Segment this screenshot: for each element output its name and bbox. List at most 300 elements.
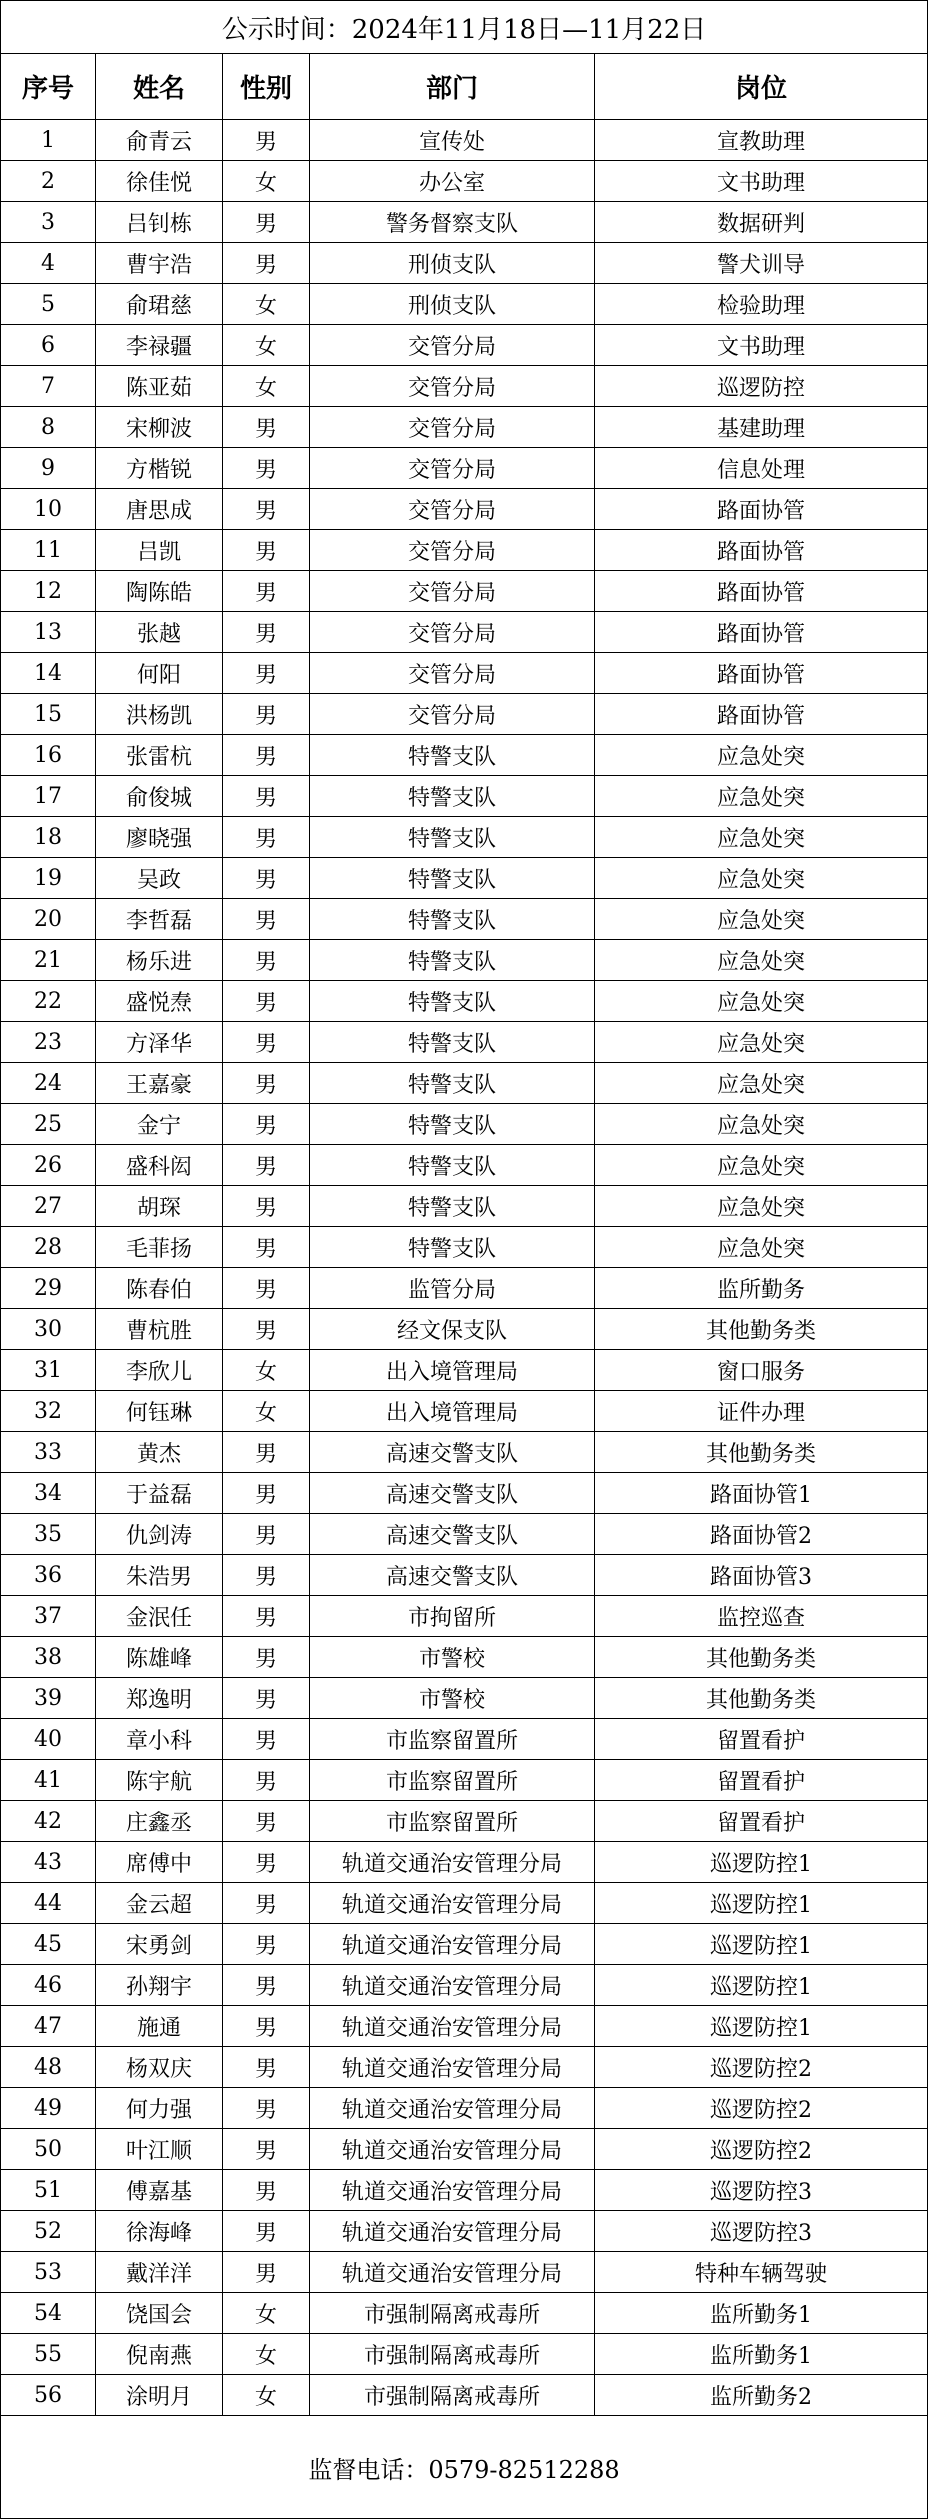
table-row bbox=[1, 202, 927, 243]
cell-gender: 男 bbox=[223, 1842, 310, 1882]
cell-index: 48 bbox=[1, 2047, 96, 2087]
cell-position: 巡逻防控1 bbox=[710, 1933, 812, 1959]
cell-position: 信息处理 bbox=[716, 457, 805, 483]
cell-index: 49 bbox=[1, 2088, 96, 2128]
header-index: 序号 bbox=[1, 54, 96, 119]
cell-position: 特种车辆驾驶 bbox=[694, 2261, 827, 2287]
table-row bbox=[1, 1801, 927, 1842]
cell-position: 应急处突 bbox=[716, 1031, 805, 1057]
cell-department: 轨道交通治安管理分局 bbox=[310, 1842, 595, 1882]
cell-gender: 男 bbox=[223, 1637, 310, 1677]
header-name: 姓名 bbox=[96, 54, 223, 119]
cell-gender: 女 bbox=[223, 366, 310, 406]
cell-position: 监控巡查 bbox=[716, 1605, 805, 1631]
cell-position: 文书助理 bbox=[716, 170, 805, 196]
cell-name: 何钰琳 bbox=[96, 1391, 223, 1431]
table-row bbox=[1, 1965, 927, 2006]
cell-name: 吕钊栋 bbox=[96, 202, 223, 242]
cell-index: 8 bbox=[1, 407, 96, 447]
cell-position: 基建助理 bbox=[716, 416, 805, 442]
cell-index: 27 bbox=[1, 1186, 96, 1226]
cell-name: 陈雄峰 bbox=[96, 1637, 223, 1677]
cell-department: 特警支队 bbox=[310, 817, 595, 857]
cell-department: 轨道交通治安管理分局 bbox=[310, 1924, 595, 1964]
cell-department: 交管分局 bbox=[310, 612, 595, 652]
table-row bbox=[1, 612, 927, 653]
cell-index: 40 bbox=[1, 1719, 96, 1759]
cell-name: 俞俊城 bbox=[96, 776, 223, 816]
cell-name: 吕凯 bbox=[96, 530, 223, 570]
cell-name: 金云超 bbox=[96, 1883, 223, 1923]
cell-name: 饶国会 bbox=[96, 2293, 223, 2333]
cell-gender: 女 bbox=[223, 2293, 310, 2333]
cell-index: 41 bbox=[1, 1760, 96, 1800]
table-row bbox=[1, 2047, 927, 2088]
cell-index: 26 bbox=[1, 1145, 96, 1185]
cell-index: 9 bbox=[1, 448, 96, 488]
cell-index: 51 bbox=[1, 2170, 96, 2210]
cell-position: 路面协管 bbox=[716, 539, 805, 565]
cell-gender: 男 bbox=[223, 1145, 310, 1185]
cell-department: 出入境管理局 bbox=[310, 1391, 595, 1431]
cell-name: 何力强 bbox=[96, 2088, 223, 2128]
cell-name: 叶江顺 bbox=[96, 2129, 223, 2169]
cell-department: 警务督察支队 bbox=[310, 202, 595, 242]
cell-gender: 男 bbox=[223, 2252, 310, 2292]
cell-department: 轨道交通治安管理分局 bbox=[310, 2252, 595, 2292]
cell-name: 曹杭胜 bbox=[96, 1309, 223, 1349]
cell-position: 证件办理 bbox=[716, 1400, 805, 1426]
cell-index: 35 bbox=[1, 1514, 96, 1554]
cell-name: 李哲磊 bbox=[96, 899, 223, 939]
cell-index: 28 bbox=[1, 1227, 96, 1267]
cell-position: 巡逻防控 bbox=[716, 375, 805, 401]
table-row bbox=[1, 2211, 927, 2252]
cell-name: 洪杨凯 bbox=[96, 694, 223, 734]
cell-position: 监所勤务1 bbox=[710, 2343, 812, 2369]
cell-position: 应急处突 bbox=[716, 990, 805, 1016]
table-header bbox=[1, 54, 927, 120]
cell-position: 路面协管 bbox=[716, 703, 805, 729]
announcement-period: 公示时间：2024年11月18日—11月22日 bbox=[1, 1, 927, 54]
table-row bbox=[1, 1268, 927, 1309]
cell-department: 市警校 bbox=[310, 1637, 595, 1677]
cell-position: 检验助理 bbox=[716, 293, 805, 319]
table-row bbox=[1, 448, 927, 489]
cell-gender: 男 bbox=[223, 1309, 310, 1349]
cell-gender: 女 bbox=[223, 2334, 310, 2374]
table-row bbox=[1, 1145, 927, 1186]
table-row bbox=[1, 1842, 927, 1883]
cell-gender: 男 bbox=[223, 1063, 310, 1103]
table-row bbox=[1, 1883, 927, 1924]
cell-name: 章小科 bbox=[96, 1719, 223, 1759]
cell-index: 11 bbox=[1, 530, 96, 570]
table-row bbox=[1, 243, 927, 284]
cell-gender: 女 bbox=[223, 2375, 310, 2415]
cell-position: 监所勤务2 bbox=[710, 2384, 812, 2410]
cell-name: 唐思成 bbox=[96, 489, 223, 529]
cell-position: 路面协管 bbox=[716, 498, 805, 524]
cell-index: 18 bbox=[1, 817, 96, 857]
cell-index: 15 bbox=[1, 694, 96, 734]
table-row bbox=[1, 120, 927, 161]
table-row bbox=[1, 735, 927, 776]
cell-name: 仇剑涛 bbox=[96, 1514, 223, 1554]
cell-position: 路面协管 bbox=[716, 621, 805, 647]
cell-position: 文书助理 bbox=[716, 334, 805, 360]
cell-gender: 男 bbox=[223, 1227, 310, 1267]
cell-name: 胡琛 bbox=[96, 1186, 223, 1226]
cell-name: 王嘉豪 bbox=[96, 1063, 223, 1103]
cell-department: 轨道交通治安管理分局 bbox=[310, 2088, 595, 2128]
cell-gender: 男 bbox=[223, 407, 310, 447]
cell-index: 21 bbox=[1, 940, 96, 980]
cell-department: 交管分局 bbox=[310, 653, 595, 693]
cell-department: 特警支队 bbox=[310, 735, 595, 775]
cell-gender: 男 bbox=[223, 1432, 310, 1472]
cell-position: 监所勤务1 bbox=[710, 2302, 812, 2328]
cell-name: 徐海峰 bbox=[96, 2211, 223, 2251]
cell-name: 李欣儿 bbox=[96, 1350, 223, 1390]
cell-department: 刑侦支队 bbox=[310, 284, 595, 324]
cell-index: 2 bbox=[1, 161, 96, 201]
cell-name: 朱浩男 bbox=[96, 1555, 223, 1595]
cell-department: 交管分局 bbox=[310, 694, 595, 734]
header-gender: 性别 bbox=[223, 54, 310, 119]
cell-department: 特警支队 bbox=[310, 776, 595, 816]
cell-position: 应急处突 bbox=[716, 867, 805, 893]
cell-index: 45 bbox=[1, 1924, 96, 1964]
cell-gender: 男 bbox=[223, 1186, 310, 1226]
cell-department: 监管分局 bbox=[310, 1268, 595, 1308]
cell-name: 张雷杭 bbox=[96, 735, 223, 775]
table-row bbox=[1, 1924, 927, 1965]
cell-department: 高速交警支队 bbox=[310, 1555, 595, 1595]
cell-index: 54 bbox=[1, 2293, 96, 2333]
cell-department: 交管分局 bbox=[310, 448, 595, 488]
cell-index: 44 bbox=[1, 1883, 96, 1923]
table-row bbox=[1, 1760, 927, 1801]
cell-department: 轨道交通治安管理分局 bbox=[310, 2006, 595, 2046]
table-row bbox=[1, 1596, 927, 1637]
cell-position: 应急处突 bbox=[716, 949, 805, 975]
cell-name: 方泽华 bbox=[96, 1022, 223, 1062]
cell-department: 轨道交通治安管理分局 bbox=[310, 2211, 595, 2251]
cell-index: 24 bbox=[1, 1063, 96, 1103]
cell-name: 徐佳悦 bbox=[96, 161, 223, 201]
cell-position: 应急处突 bbox=[716, 1072, 805, 1098]
table-row bbox=[1, 161, 927, 202]
cell-name: 宋勇剑 bbox=[96, 1924, 223, 1964]
cell-name: 席傅中 bbox=[96, 1842, 223, 1882]
cell-position: 路面协管3 bbox=[710, 1564, 812, 1590]
cell-department: 市强制隔离戒毒所 bbox=[310, 2375, 595, 2415]
cell-department: 特警支队 bbox=[310, 858, 595, 898]
cell-department: 交管分局 bbox=[310, 407, 595, 447]
table-row bbox=[1, 1227, 927, 1268]
cell-gender: 男 bbox=[223, 2211, 310, 2251]
table-row bbox=[1, 489, 927, 530]
cell-index: 10 bbox=[1, 489, 96, 529]
cell-name: 俞珺慈 bbox=[96, 284, 223, 324]
table-row bbox=[1, 1637, 927, 1678]
cell-position: 应急处突 bbox=[716, 1236, 805, 1262]
cell-position: 巡逻防控2 bbox=[710, 2056, 812, 2082]
cell-position: 巡逻防控3 bbox=[710, 2179, 812, 2205]
cell-gender: 男 bbox=[223, 243, 310, 283]
cell-gender: 男 bbox=[223, 489, 310, 529]
cell-name: 廖晓强 bbox=[96, 817, 223, 857]
cell-position: 路面协管2 bbox=[710, 1523, 812, 1549]
cell-department: 市警校 bbox=[310, 1678, 595, 1718]
cell-name: 曹宇浩 bbox=[96, 243, 223, 283]
cell-name: 毛菲扬 bbox=[96, 1227, 223, 1267]
cell-index: 1 bbox=[1, 120, 96, 160]
cell-department: 特警支队 bbox=[310, 940, 595, 980]
table-row bbox=[1, 407, 927, 448]
cell-gender: 男 bbox=[223, 940, 310, 980]
cell-gender: 男 bbox=[223, 1473, 310, 1513]
cell-index: 12 bbox=[1, 571, 96, 611]
cell-name: 宋柳波 bbox=[96, 407, 223, 447]
table-row bbox=[1, 817, 927, 858]
cell-gender: 男 bbox=[223, 694, 310, 734]
cell-position: 应急处突 bbox=[716, 744, 805, 770]
cell-gender: 男 bbox=[223, 448, 310, 488]
cell-index: 37 bbox=[1, 1596, 96, 1636]
cell-index: 4 bbox=[1, 243, 96, 283]
cell-department: 办公室 bbox=[310, 161, 595, 201]
cell-index: 20 bbox=[1, 899, 96, 939]
table-row bbox=[1, 530, 927, 571]
cell-position: 应急处突 bbox=[716, 1195, 805, 1221]
cell-gender: 男 bbox=[223, 612, 310, 652]
cell-position: 应急处突 bbox=[716, 826, 805, 852]
cell-gender: 男 bbox=[223, 2170, 310, 2210]
cell-gender: 男 bbox=[223, 202, 310, 242]
cell-gender: 男 bbox=[223, 899, 310, 939]
cell-index: 6 bbox=[1, 325, 96, 365]
table-row bbox=[1, 1514, 927, 1555]
cell-gender: 男 bbox=[223, 571, 310, 611]
cell-department: 特警支队 bbox=[310, 899, 595, 939]
cell-name: 李禄疆 bbox=[96, 325, 223, 365]
table-row bbox=[1, 1678, 927, 1719]
cell-department: 轨道交通治安管理分局 bbox=[310, 1883, 595, 1923]
table-row bbox=[1, 653, 927, 694]
cell-name: 戴洋洋 bbox=[96, 2252, 223, 2292]
cell-department: 特警支队 bbox=[310, 1022, 595, 1062]
header-department: 部门 bbox=[310, 54, 595, 119]
cell-department: 宣传处 bbox=[310, 120, 595, 160]
cell-department: 特警支队 bbox=[310, 981, 595, 1021]
cell-name: 杨乐进 bbox=[96, 940, 223, 980]
cell-department: 特警支队 bbox=[310, 1063, 595, 1103]
cell-index: 50 bbox=[1, 2129, 96, 2169]
table-row bbox=[1, 2334, 927, 2375]
table-row bbox=[1, 571, 927, 612]
cell-gender: 女 bbox=[223, 1391, 310, 1431]
cell-department: 轨道交通治安管理分局 bbox=[310, 1965, 595, 2005]
cell-index: 32 bbox=[1, 1391, 96, 1431]
table-row bbox=[1, 366, 927, 407]
cell-index: 22 bbox=[1, 981, 96, 1021]
cell-department: 高速交警支队 bbox=[310, 1514, 595, 1554]
cell-name: 庄鑫丞 bbox=[96, 1801, 223, 1841]
cell-name: 方楷锐 bbox=[96, 448, 223, 488]
cell-gender: 男 bbox=[223, 2088, 310, 2128]
cell-index: 36 bbox=[1, 1555, 96, 1595]
cell-position: 宣教助理 bbox=[716, 129, 805, 155]
cell-position: 其他勤务类 bbox=[705, 1441, 816, 1467]
cell-index: 16 bbox=[1, 735, 96, 775]
table-row bbox=[1, 1063, 927, 1104]
cell-gender: 女 bbox=[223, 161, 310, 201]
cell-name: 孙翔宇 bbox=[96, 1965, 223, 2005]
cell-index: 38 bbox=[1, 1637, 96, 1677]
cell-position: 巡逻防控1 bbox=[710, 2015, 812, 2041]
cell-name: 盛科闳 bbox=[96, 1145, 223, 1185]
cell-index: 31 bbox=[1, 1350, 96, 1390]
cell-index: 30 bbox=[1, 1309, 96, 1349]
cell-position: 应急处突 bbox=[716, 1154, 805, 1180]
table-row bbox=[1, 2006, 927, 2047]
cell-index: 14 bbox=[1, 653, 96, 693]
cell-name: 杨双庆 bbox=[96, 2047, 223, 2087]
cell-department: 特警支队 bbox=[310, 1104, 595, 1144]
cell-index: 46 bbox=[1, 1965, 96, 2005]
cell-department: 市监察留置所 bbox=[310, 1719, 595, 1759]
table-row bbox=[1, 1473, 927, 1514]
cell-index: 53 bbox=[1, 2252, 96, 2292]
cell-name: 陈亚茹 bbox=[96, 366, 223, 406]
cell-department: 交管分局 bbox=[310, 489, 595, 529]
cell-name: 张越 bbox=[96, 612, 223, 652]
table-row bbox=[1, 981, 927, 1022]
cell-gender: 男 bbox=[223, 1514, 310, 1554]
cell-name: 金泯任 bbox=[96, 1596, 223, 1636]
cell-department: 市拘留所 bbox=[310, 1596, 595, 1636]
cell-gender: 男 bbox=[223, 776, 310, 816]
table-row bbox=[1, 2129, 927, 2170]
table-row bbox=[1, 1309, 927, 1350]
cell-department: 轨道交通治安管理分局 bbox=[310, 2129, 595, 2169]
cell-gender: 男 bbox=[223, 981, 310, 1021]
cell-name: 傅嘉基 bbox=[96, 2170, 223, 2210]
cell-position: 留置看护 bbox=[716, 1769, 805, 1795]
supervision-phone: 监督电话：0579-82512288 bbox=[308, 2455, 620, 2484]
cell-gender: 男 bbox=[223, 817, 310, 857]
cell-position: 留置看护 bbox=[716, 1810, 805, 1836]
cell-index: 25 bbox=[1, 1104, 96, 1144]
cell-index: 39 bbox=[1, 1678, 96, 1718]
cell-gender: 男 bbox=[223, 2129, 310, 2169]
cell-name: 俞青云 bbox=[96, 120, 223, 160]
cell-gender: 女 bbox=[223, 1350, 310, 1390]
table-row bbox=[1, 1186, 927, 1227]
cell-name: 金宁 bbox=[96, 1104, 223, 1144]
cell-index: 34 bbox=[1, 1473, 96, 1513]
cell-position: 其他勤务类 bbox=[705, 1318, 816, 1344]
cell-name: 陶陈皓 bbox=[96, 571, 223, 611]
cell-department: 特警支队 bbox=[310, 1186, 595, 1226]
cell-index: 56 bbox=[1, 2375, 96, 2415]
cell-index: 55 bbox=[1, 2334, 96, 2374]
header-position: 岗位 bbox=[734, 74, 787, 104]
cell-name: 倪南燕 bbox=[96, 2334, 223, 2374]
cell-department: 轨道交通治安管理分局 bbox=[310, 2170, 595, 2210]
cell-gender: 男 bbox=[223, 1596, 310, 1636]
cell-gender: 男 bbox=[223, 735, 310, 775]
cell-index: 52 bbox=[1, 2211, 96, 2251]
table-row bbox=[1, 694, 927, 735]
cell-gender: 女 bbox=[223, 325, 310, 365]
cell-index: 29 bbox=[1, 1268, 96, 1308]
cell-gender: 男 bbox=[223, 1104, 310, 1144]
cell-name: 施通 bbox=[96, 2006, 223, 2046]
table-row bbox=[1, 325, 927, 366]
cell-department: 特警支队 bbox=[310, 1145, 595, 1185]
cell-gender: 男 bbox=[223, 1268, 310, 1308]
cell-index: 33 bbox=[1, 1432, 96, 1472]
cell-department: 高速交警支队 bbox=[310, 1473, 595, 1513]
cell-position: 应急处突 bbox=[716, 908, 805, 934]
cell-gender: 男 bbox=[223, 120, 310, 160]
cell-index: 43 bbox=[1, 1842, 96, 1882]
table-row bbox=[1, 1104, 927, 1145]
cell-department: 经文保支队 bbox=[310, 1309, 595, 1349]
table-row bbox=[1, 2088, 927, 2129]
cell-gender: 男 bbox=[223, 1678, 310, 1718]
table-row bbox=[1, 940, 927, 981]
table-row bbox=[1, 2375, 927, 2416]
cell-gender: 男 bbox=[223, 1924, 310, 1964]
table-row bbox=[1, 2252, 927, 2293]
cell-position: 其他勤务类 bbox=[705, 1687, 816, 1713]
cell-department: 交管分局 bbox=[310, 366, 595, 406]
cell-position: 数据研判 bbox=[716, 211, 805, 237]
cell-gender: 男 bbox=[223, 1883, 310, 1923]
cell-gender: 男 bbox=[223, 653, 310, 693]
cell-position: 应急处突 bbox=[716, 785, 805, 811]
cell-index: 13 bbox=[1, 612, 96, 652]
cell-position: 应急处突 bbox=[716, 1113, 805, 1139]
cell-position: 警犬训导 bbox=[716, 252, 805, 278]
cell-department: 市监察留置所 bbox=[310, 1801, 595, 1841]
cell-position: 巡逻防控1 bbox=[710, 1974, 812, 2000]
cell-gender: 男 bbox=[223, 1719, 310, 1759]
cell-gender: 男 bbox=[223, 1965, 310, 2005]
cell-index: 5 bbox=[1, 284, 96, 324]
table-row bbox=[1, 776, 927, 817]
table-row bbox=[1, 1022, 927, 1063]
cell-gender: 男 bbox=[223, 2006, 310, 2046]
cell-gender: 男 bbox=[223, 1760, 310, 1800]
cell-department: 市强制隔离戒毒所 bbox=[310, 2334, 595, 2374]
cell-position: 巡逻防控2 bbox=[710, 2138, 812, 2164]
cell-name: 黄杰 bbox=[96, 1432, 223, 1472]
table-row bbox=[1, 899, 927, 940]
cell-department: 出入境管理局 bbox=[310, 1350, 595, 1390]
cell-department: 交管分局 bbox=[310, 571, 595, 611]
cell-index: 3 bbox=[1, 202, 96, 242]
cell-position: 路面协管1 bbox=[710, 1482, 812, 1508]
cell-position: 路面协管 bbox=[716, 580, 805, 606]
cell-position: 巡逻防控2 bbox=[710, 2097, 812, 2123]
cell-name: 盛悦焘 bbox=[96, 981, 223, 1021]
cell-name: 陈宇航 bbox=[96, 1760, 223, 1800]
